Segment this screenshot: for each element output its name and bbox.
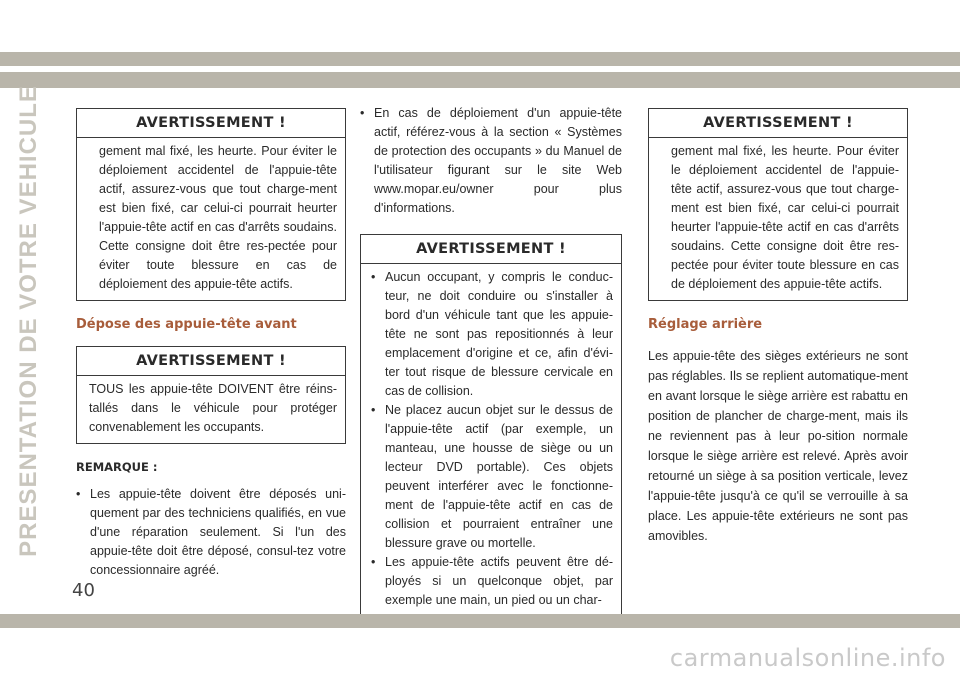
list-item: • Ne placez aucun objet sur le dessus de l'appuie-tête actif (par exemple, un manteau, une housse de siège ou un lecteur DVD portable). Ces objets peuvent interférer avec le fonctionne-ment de l'appuie-tête actif en cas de collision et pourraient entraîner une blessure grave ou mortelle.: [371, 401, 613, 553]
header-band-lower: [0, 72, 960, 88]
page-number: 40: [72, 580, 95, 601]
side-chapter-title: [12, 85, 46, 557]
bullet-list: [76, 485, 346, 580]
warning-body: [361, 264, 621, 616]
paragraph: Les appuie-tête des sièges extérieurs ne sont pas réglables. Ils se replient automatique-ment en avant lorsque le siège arrière est rabattu en position de plancher de charge-ment, mais ils ne reviennent pas à leur po-sition normale lorsque le siège arrière est relevé. Après avoir retourné un siège à sa position verticale, levez l'appuie-tête jusqu'à ce qu'il se verrouille à sa place. Les appuie-tête extérieurs ne sont pas amovibles.: [648, 349, 908, 543]
watermark: carmanualsonline.info: [669, 644, 946, 672]
warning-box: [648, 108, 908, 301]
warning-heading: AVERTISSEMENT !: [649, 109, 907, 138]
warning-box: [360, 234, 622, 617]
list-item: • Les appuie-tête doivent être déposés uni-quement par des techniciens qualifiés, en vue d'une réparation seulement. Si l'un des appuie-tête doit être déposé, consul-tez votre concessionnaire agréé.: [76, 485, 346, 580]
warning-body: gement mal fixé, les heurte. Pour éviter le déploiement accidentel de l'appuie-tête actif, assurez-vous que tout charge-ment est bien fixé, car celui-ci pourrait heurter l'appuie-tête actif en cas d'arrêts soudains. Cette consigne doit être res-pectée pour éviter toute blessure en cas de déploiement des appuie-tête actifs.: [99, 144, 337, 291]
warning-bullet-list: [371, 268, 613, 610]
warning-heading: AVERTISSEMENT !: [361, 235, 621, 264]
column-right: [648, 108, 908, 546]
remark-label: REMARQUE :: [76, 460, 158, 474]
warning-body: TOUS les appuie-tête DOIVENT être réins-tallés dans le véhicule pour protéger convenablement les occupants.: [89, 382, 337, 434]
list-item: • En cas de déploiement d'un appuie-tête actif, référez-vous à la section « Systèmes de protection des occupants » du Manuel de l'utilisateur figurant sur le site Web www.mopar.eu/owner pour plus d'informations.: [360, 104, 622, 218]
warning-box: [76, 346, 346, 444]
section-title: Réglage arrière: [648, 317, 763, 332]
footer-band: [0, 614, 960, 628]
bullet-list: [360, 104, 622, 218]
warning-box: [76, 108, 346, 301]
column-left: [76, 108, 346, 580]
side-chapter-title-text: PRESENTATION DE VOTRE VEHICULE: [15, 85, 43, 557]
list-item: • Aucun occupant, y compris le conduc-teur, ne doit conduire ou s'installer à bord d'un véhicule tant que les appuie-tête ne sont pas repositionnés à leur emplacement d'origine et ce, afin d'évi-ter tout risque de blessure cervicale en cas de collision.: [371, 268, 613, 401]
list-item: • Les appuie-tête actifs peuvent être dé-ployés si un quelconque objet, par exemple une main, un pied ou un char-: [371, 553, 613, 610]
warning-heading: AVERTISSEMENT !: [77, 347, 345, 376]
warning-heading: AVERTISSEMENT !: [77, 109, 345, 138]
warning-body: gement mal fixé, les heurte. Pour éviter le déploiement accidentel de l'appuie-tête actif, assurez-vous que tout charge-ment est bien fixé, car celui-ci pourrait heurter l'appuie-tête actif en cas d'arrêts soudains. Cette consigne doit être res-pectée pour éviter toute blessure en cas de déploiement des appuie-tête actifs.: [671, 144, 899, 291]
header-band: [0, 52, 960, 66]
section-title: Dépose des appuie-tête avant: [76, 317, 297, 332]
column-middle: [360, 104, 622, 631]
